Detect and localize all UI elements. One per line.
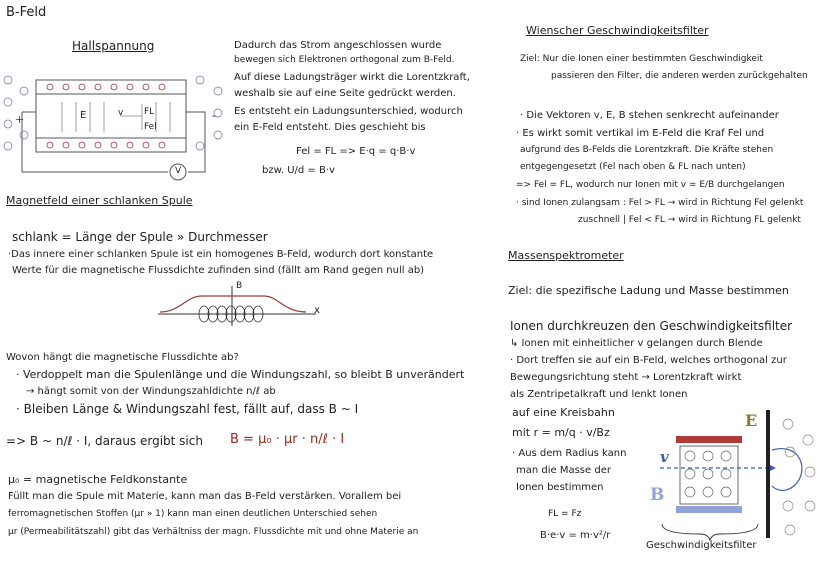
ms-text-7: mit r = m/q · v/Bz <box>512 426 610 439</box>
hall-text-2: bewegen sich Elektronen orthogonal zum B-Feld. <box>234 55 455 65</box>
fig-E-label: E <box>80 110 87 121</box>
coil-line-1: schlank = Länge der Spule » Durchmesser <box>12 230 268 244</box>
wien-text-4: entgegengesetzt (Fel nach oben & FL nach unten) <box>520 162 746 172</box>
coil-bullet-2: → hängt somit von der Windungszahldichte n/ℓ ab <box>26 386 276 397</box>
wien-goal-1: Ziel: Nur die Ionen einer bestimmten Geschwindigkeit <box>520 54 763 64</box>
matter-line-3: μr (Permeabilitätszahl) gibt das Verhältniss der magn. Flussdichte mit und ohne Materie an <box>8 527 419 537</box>
hall-heading: Hallspannung <box>72 39 155 53</box>
mass-spectrometer-diagram <box>650 390 828 550</box>
hall-text-1: Dadurch das Strom angeschlossen wurde <box>234 40 442 51</box>
ms-eq-2: B·e·v = m·v²/r <box>540 530 611 541</box>
ms-text-1: Ionen durchkreuzen den Geschwindigkeitsfilter <box>510 319 793 333</box>
voltmeter-label: V <box>175 166 182 176</box>
ms-goal: Ziel: die spezifische Ladung und Masse bestimmen <box>508 284 789 297</box>
ms-text-8: · Aus dem Radius kann <box>512 448 627 459</box>
plus-sign: + <box>15 113 25 126</box>
coil-axis-B: B <box>236 281 243 291</box>
wien-text-6: · sind Ionen zulangsam : Fel > FL → wird in Richtung Fel gelenkt <box>516 198 804 208</box>
coil-bullet-1: · Verdoppelt man die Spulenlänge und die Windungszahl, so bleibt B unverändert <box>16 368 465 381</box>
coil-axis-x: x <box>314 305 320 316</box>
ms-heading: Massenspektrometer <box>508 249 624 262</box>
ms-text-10: Ionen bestimmen <box>516 482 604 493</box>
hall-text-5: Es entsteht ein Ladungsunterschied, wodurch <box>234 106 463 117</box>
matter-line-2: ferromagnetischen Stoffen (μr » 1) kann man einen deutlichen Unterschied sehen <box>8 509 378 519</box>
minus-sign: - <box>212 109 216 122</box>
page-title: B-Feld <box>6 5 47 20</box>
hall-text-3: Auf diese Ladungsträger wirkt die Lorentzkraft, <box>234 72 470 83</box>
fig-FL-label: FL <box>144 107 155 117</box>
wien-text-2: · Es wirkt somit vertikal im E-Feld die Kraf Fel und <box>516 128 765 139</box>
wien-text-5: => Fel = FL, wodurch nur Ionen mit v = E/B durchgelangen <box>516 180 785 190</box>
coil-formula: B = μ₀ · μr · n/ℓ · I <box>230 432 345 447</box>
wien-text-3: aufgrund des B-Felds die Lorentzkraft. Die Kräfte stehen <box>520 145 774 155</box>
fig-B-field-label: B <box>650 485 665 505</box>
wien-goal-2: passieren den Filter, die anderen werden zurückgehalten <box>551 71 808 81</box>
ms-text-4: Bewegungsrichtung steht → Lorentzkraft wirkt <box>510 372 742 383</box>
wien-text-7: zuschnell | Fel < FL → wird in Richtung FL gelenkt <box>578 215 801 225</box>
ms-text-5: als Zentripetalkraft und lenkt Ionen <box>510 389 688 400</box>
ms-text-9: man die Masse der <box>516 465 611 476</box>
hall-diagram <box>0 60 232 186</box>
hall-text-4: weshalb sie auf eine Seite gedrückt werden. <box>234 88 456 99</box>
coil-conclusion: => B ~ n/ℓ · I, daraus ergibt sich <box>6 434 203 448</box>
coil-line-3: Werte für die magnetische Flussdichte zufinden sind (fällt am Rand gegen null ab) <box>12 265 425 276</box>
matter-line-1: Füllt man die Spule mit Materie, kann man das B-Feld verstärken. Vorallem bei <box>8 491 402 502</box>
ms-text-2: ↳ Ionen mit einheitlicher v gelangen durch Blende <box>510 338 763 349</box>
fig-Fel-label: Fel <box>144 122 157 132</box>
coil-bullet-3: · Bleiben Länge & Windungszahl fest, fällt auf, dass B ~ I <box>16 402 359 416</box>
fig-E-field-label: E <box>745 411 758 430</box>
hall-equation-2: bzw. U/d = B·v <box>262 165 335 176</box>
ms-text-3: · Dort treffen sie auf ein B-Feld, welches orthogonal zur <box>510 355 787 366</box>
fig-velocity-label: v <box>660 448 669 466</box>
coil-line-2: ·Das innere einer schlanken Spule ist ein homogenes B-Feld, wodurch dort konstante <box>8 249 434 260</box>
mu0-line: μ₀ = magnetische Feldkonstante <box>8 473 188 486</box>
hall-text-6: ein E-Feld entsteht. Dies geschieht bis <box>234 122 426 133</box>
wien-heading: Wienscher Geschwindigkeitsfilter <box>526 24 709 37</box>
wien-text-1: · Die Vektoren v, E, B stehen senkrecht aufeinander <box>520 110 779 121</box>
ms-text-6: auf eine Kreisbahn <box>512 406 615 419</box>
coil-heading: Magnetfeld einer schlanken Spule <box>6 194 193 207</box>
ms-eq-1: FL = Fz <box>548 509 582 519</box>
coil-question: Wovon hängt die magnetische Flussdichte ab? <box>6 352 239 363</box>
hall-equation-1: Fel = FL => E·q = q·B·v <box>296 146 416 157</box>
fig-filter-label: Geschwindigkeitsfilter <box>646 540 757 551</box>
fig-v-label: v <box>118 108 124 118</box>
